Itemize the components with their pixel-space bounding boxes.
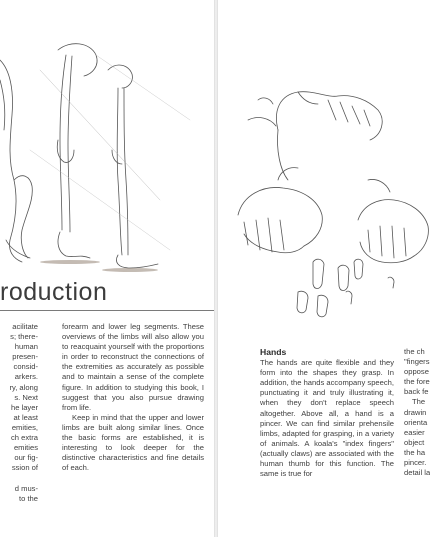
text-line: ch extra xyxy=(10,433,38,443)
text-line: s; there- xyxy=(10,332,38,342)
text-line: the ha xyxy=(404,447,426,457)
title-rule xyxy=(0,310,214,311)
text-line: the fore xyxy=(404,377,430,387)
text-line: consid- xyxy=(13,362,38,372)
text-line: "fingers xyxy=(404,357,430,367)
left-page xyxy=(0,0,214,537)
text-line: arkers. xyxy=(14,372,38,382)
hands-illustration xyxy=(218,0,430,330)
skeleton-legs-illustration xyxy=(0,0,214,275)
text-line: ssion of xyxy=(11,463,38,473)
text-line: at least xyxy=(13,412,38,422)
hands-column xyxy=(260,347,394,479)
right-column-fragment xyxy=(404,347,430,478)
text-line: ry, along xyxy=(9,382,38,392)
right-page xyxy=(218,0,430,537)
page-title: roduction xyxy=(0,278,108,306)
text-line: detail la xyxy=(404,468,430,478)
left-column-fragment xyxy=(0,322,38,504)
text-line: acilitate xyxy=(12,322,38,331)
text-line: emities xyxy=(13,443,38,453)
text-line: our fig- xyxy=(14,453,38,463)
section-heading: Hands xyxy=(260,347,287,357)
text-line: pincer. xyxy=(404,458,427,468)
text-line: back fe xyxy=(404,387,429,397)
text-line: easier xyxy=(404,427,425,437)
text-line: The xyxy=(412,397,426,407)
text-line: drawin xyxy=(404,407,427,417)
paragraph: Keep in mind that the upper and lower limbs are built along similar lines. Once the basic forms are established, it is interesting to look deeper for the distinctive characteristics and fine details of each. xyxy=(62,412,204,473)
text-line: he layer xyxy=(10,402,38,412)
text-line xyxy=(0,473,38,483)
text-line: object xyxy=(404,437,425,447)
text-line: d mus- xyxy=(14,483,38,493)
text-line: emities, xyxy=(11,422,38,432)
text-line: the ch xyxy=(404,347,425,356)
text-line: oppose xyxy=(404,367,429,377)
text-line: presen- xyxy=(12,352,38,362)
text-line: s. Next xyxy=(14,392,38,402)
text-line: to the xyxy=(19,493,38,503)
left-column-2 xyxy=(62,322,204,473)
paragraph: The hands are quite flexible and they form into the shapes they grasp. In addition, the hands accompany speech, punctuating it and truly illustrating it, when they don't replace speech altogether. Above all, a hand is a pincer. We can find similar prehensile limbs, adapted for grasping, in a variety of animals. A koala's "index fingers" (actually claws) are associated with the human thumb for this function. The same is true for xyxy=(260,358,394,479)
paragraph: forearm and lower leg segments. These overviews of the limbs will also allow you to reacquaint yourself with the proportions in order to reconstruct the connections of the extremities as accurately as possible and to maintain a sense of the complete figure. In addition to studying this book, I suggest that you also pursue drawing from life. xyxy=(62,322,204,412)
text-line: human xyxy=(14,342,38,352)
text-line: orienta xyxy=(404,417,428,427)
